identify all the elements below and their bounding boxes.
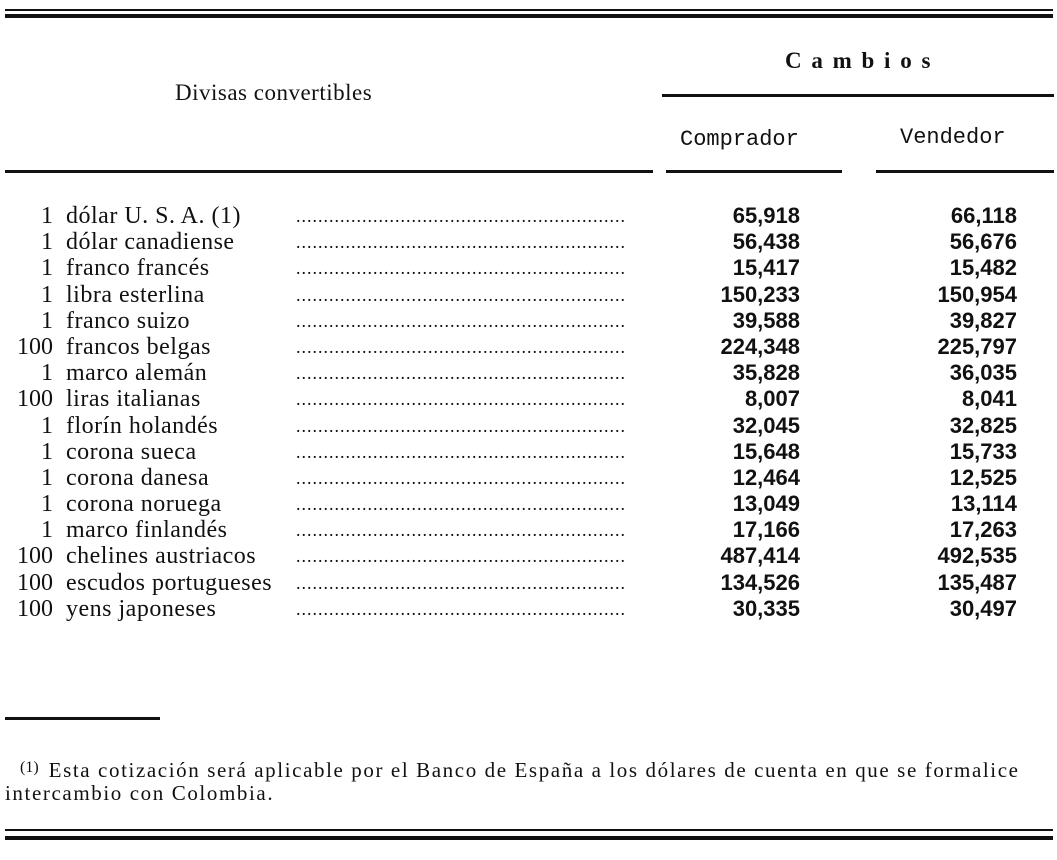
table-row xyxy=(0,282,1057,308)
header-rule-sell xyxy=(876,170,1054,173)
footnote-text: Esta cotización será aplicable por el Banco de España a los dólares de cuenta en que se formalice intercambio con Colombia. xyxy=(5,758,1020,805)
dot-leader: ............................................................ xyxy=(296,389,626,410)
exchange-rate-table xyxy=(0,203,1057,622)
dot-leader: ............................................................ xyxy=(296,598,626,619)
sell-rate: 12,525 xyxy=(949,464,1017,490)
buy-rate: 65,918 xyxy=(732,203,800,228)
footnote-mark: (1) xyxy=(20,759,39,776)
currency-quantity: 100 xyxy=(17,333,53,360)
sell-rate: 36,035 xyxy=(949,360,1017,386)
table-row xyxy=(0,491,1057,517)
dot-leader: ............................................................ xyxy=(296,441,626,462)
currency-name: florín holandés xyxy=(66,412,219,439)
buy-rate: 150,233 xyxy=(720,281,800,307)
table-row xyxy=(0,413,1057,439)
currency-quantity: 1 xyxy=(41,491,53,518)
buy-rate: 17,166 xyxy=(732,517,800,543)
table-row xyxy=(0,255,1057,281)
table-row xyxy=(0,308,1057,334)
table-row xyxy=(0,543,1057,569)
currency-quantity: 1 xyxy=(41,307,53,334)
currency-name: franco francés xyxy=(66,255,210,282)
bottom-rule-thick xyxy=(5,836,1053,840)
currency-name: libra esterlina xyxy=(66,281,205,308)
dot-leader: ............................................................ xyxy=(296,284,626,305)
dot-leader: ............................................................ xyxy=(296,467,626,488)
sell-rate: 17,263 xyxy=(949,517,1017,543)
buy-rate: 224,348 xyxy=(720,333,800,359)
currency-name: yens japoneses xyxy=(66,595,217,622)
table-row xyxy=(0,439,1057,465)
sell-rate: 30,497 xyxy=(949,595,1017,621)
sell-rate: 225,797 xyxy=(937,333,1017,359)
dot-leader: ............................................................ xyxy=(296,206,626,226)
top-rule-thick xyxy=(5,14,1053,18)
dot-leader: ............................................................ xyxy=(296,546,626,567)
table-row xyxy=(0,334,1057,360)
buy-rate: 134,526 xyxy=(720,569,800,595)
buy-rate: 15,648 xyxy=(732,438,800,464)
dot-leader: ............................................................ xyxy=(296,310,626,331)
currency-name: dólar canadiense xyxy=(66,229,235,256)
currency-name: marco finlandés xyxy=(66,517,228,544)
dot-leader: ............................................................ xyxy=(296,572,626,593)
currency-name: dólar U. S. A. (1) xyxy=(66,203,241,229)
table-row xyxy=(0,570,1057,596)
currency-name: corona sueca xyxy=(66,438,197,465)
currency-name: corona noruega xyxy=(66,491,222,518)
header-sell: Vendedor xyxy=(900,125,1006,150)
dot-leader: ............................................................ xyxy=(296,232,626,253)
currency-name: franco suizo xyxy=(66,307,190,334)
buy-rate: 39,588 xyxy=(732,307,800,333)
footnote-rule xyxy=(5,717,160,720)
currency-quantity: 100 xyxy=(17,543,53,570)
currency-quantity: 1 xyxy=(41,255,53,282)
sell-rate: 8,041 xyxy=(961,386,1017,412)
dot-leader: ............................................................ xyxy=(296,336,626,357)
dot-leader: ............................................................ xyxy=(296,415,626,436)
header-rule-left xyxy=(5,170,653,173)
currency-quantity: 1 xyxy=(41,229,53,256)
table-row xyxy=(0,203,1057,229)
bottom-rule-thin xyxy=(5,829,1053,831)
buy-rate: 32,045 xyxy=(732,412,800,438)
buy-rate: 13,049 xyxy=(732,491,800,517)
sell-rate: 15,733 xyxy=(949,438,1017,464)
buy-rate: 12,464 xyxy=(732,464,800,490)
buy-rate: 56,438 xyxy=(732,229,800,255)
currency-name: chelines austriacos xyxy=(66,543,257,570)
currency-quantity: 1 xyxy=(41,360,53,387)
currency-quantity: 100 xyxy=(17,595,53,622)
table-row xyxy=(0,360,1057,386)
header-rule-buy xyxy=(666,170,842,173)
currency-name: corona danesa xyxy=(66,464,210,491)
table-row xyxy=(0,596,1057,622)
currency-quantity: 1 xyxy=(41,203,53,229)
currency-quantity: 1 xyxy=(41,464,53,491)
currency-quantity: 100 xyxy=(17,569,53,596)
currency-name: marco alemán xyxy=(66,360,208,387)
buy-rate: 15,417 xyxy=(732,255,800,281)
dot-leader: ............................................................ xyxy=(296,520,626,541)
footnote xyxy=(5,756,1045,805)
buy-rate: 487,414 xyxy=(720,543,800,569)
sell-rate: 13,114 xyxy=(950,491,1017,517)
header-buy: Comprador xyxy=(680,127,799,152)
buy-rate: 8,007 xyxy=(744,386,800,412)
currency-quantity: 1 xyxy=(41,517,53,544)
header-cambios: C a m b i o s xyxy=(785,48,933,73)
sell-rate: 15,482 xyxy=(949,255,1017,281)
dot-leader: ............................................................ xyxy=(296,494,626,515)
table-row xyxy=(0,229,1057,255)
sell-rate: 56,676 xyxy=(949,229,1017,255)
cambios-rule xyxy=(662,94,1054,97)
currency-quantity: 100 xyxy=(17,386,53,413)
header-currency: Divisas convertibles xyxy=(175,80,373,105)
table-row xyxy=(0,517,1057,543)
sell-rate: 66,118 xyxy=(950,203,1017,228)
sell-rate: 39,827 xyxy=(949,307,1017,333)
currency-name: francos belgas xyxy=(66,333,211,360)
buy-rate: 35,828 xyxy=(732,360,800,386)
top-rule-thin xyxy=(5,9,1053,11)
dot-leader: ............................................................ xyxy=(296,363,626,384)
sell-rate: 135,487 xyxy=(937,569,1017,595)
sell-rate: 492,535 xyxy=(937,543,1017,569)
buy-rate: 30,335 xyxy=(732,595,800,621)
table-row xyxy=(0,386,1057,412)
currency-name: liras italianas xyxy=(66,386,201,413)
dot-leader: ............................................................ xyxy=(296,258,626,279)
currency-quantity: 1 xyxy=(41,412,53,439)
sell-rate: 150,954 xyxy=(937,281,1017,307)
currency-name: escudos portugueses xyxy=(66,569,273,596)
currency-quantity: 1 xyxy=(41,281,53,308)
currency-quantity: 1 xyxy=(41,438,53,465)
sell-rate: 32,825 xyxy=(949,412,1017,438)
table-row xyxy=(0,465,1057,491)
